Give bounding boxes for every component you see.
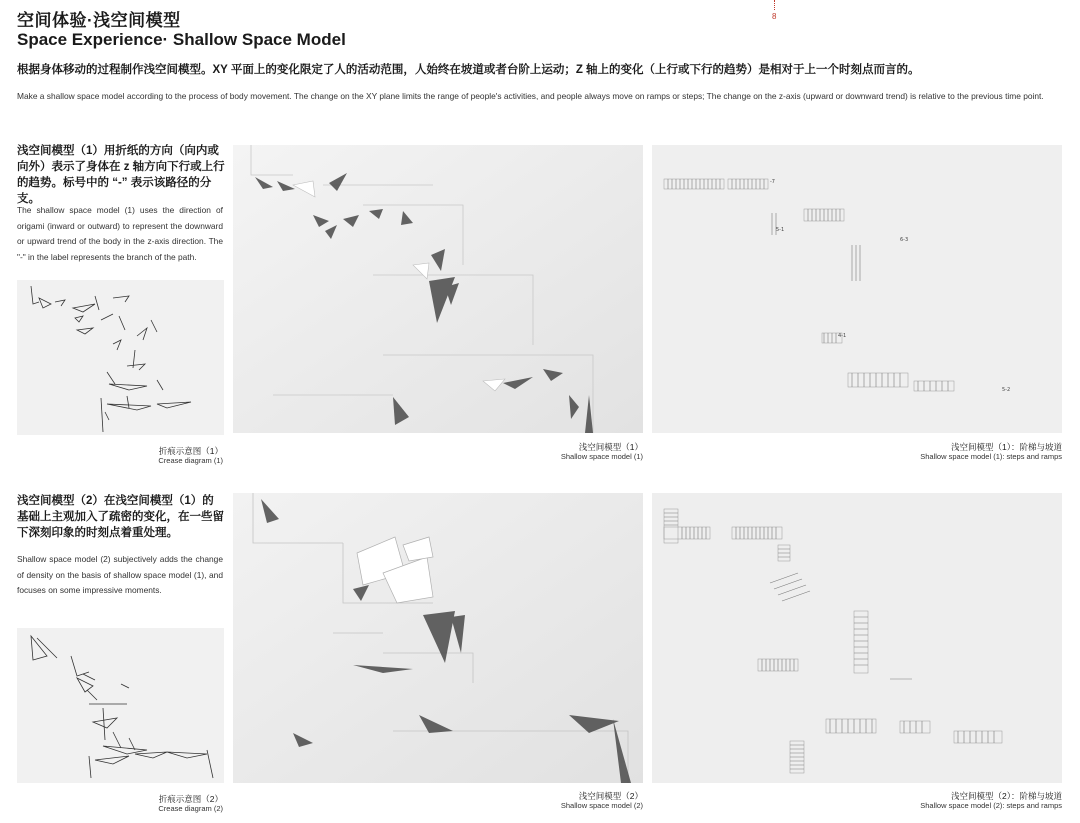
page-number: 8 bbox=[772, 12, 777, 21]
steps-caption-1-en: Shallow space model (1): steps and ramps bbox=[920, 452, 1062, 462]
crease-caption-2 bbox=[80, 794, 223, 813]
crease-diagram-1 bbox=[17, 280, 224, 435]
section2-description-en: Shallow space model (2) subjectively adds the change of density on the basis of shallow space model (1), and focuses on some impressive moments. bbox=[17, 554, 223, 596]
label-5-2: 5-2 bbox=[1002, 387, 1011, 393]
shallow-model-1-photo bbox=[233, 145, 643, 433]
section2-description-zh: 浅空间模型（2）在浅空间模型（1）的基础上主观加入了疏密的变化，在一些留下深刻印象的时刻点着重处理。 bbox=[17, 495, 224, 540]
crease-caption-1 bbox=[80, 446, 223, 465]
steps-caption-2-zh: 浅空间模型（2）：阶梯与坡道 bbox=[951, 791, 1062, 801]
intro-text-en: Make a shallow space model according to the process of body movement. The change on the XY plane limits the range of people's activities, and people always move on ramps or steps; The change on the z-axis (upward or downward trend) is relative to the previous time point. bbox=[17, 91, 1044, 101]
model-caption-1-en: Shallow space model (1) bbox=[560, 452, 643, 462]
shallow-model-2-photo bbox=[233, 493, 643, 783]
page-marker-line bbox=[774, 0, 776, 10]
label-4-1: 4-1 bbox=[838, 333, 847, 339]
steps-ramps-2-photo bbox=[652, 493, 1062, 783]
section1-description-en: The shallow space model (1) uses the direction of origami (inward or outward) to represent the downward or upward trend of the body in the z-axis direction. The "-" in the label represents the branch of the path. bbox=[17, 205, 223, 262]
crease-caption-2-en: Crease diagram (2) bbox=[158, 804, 223, 814]
section1-description-zh: 浅空间模型（1）用折纸的方向（向内或向外）表示了身体在 z 轴方向下行或上行的趋势。标号中的 “-” 表示该路径的分支。 bbox=[17, 145, 225, 206]
crease-caption-2-zh: 折痕示意图（2） bbox=[158, 794, 223, 804]
label-minus-7: -7 bbox=[770, 179, 775, 185]
label-6-3: 6-3 bbox=[900, 237, 909, 243]
steps-ramps-1-photo bbox=[652, 145, 1062, 433]
steps-caption-1 bbox=[842, 442, 1062, 461]
model-caption-1 bbox=[443, 442, 643, 461]
steps-caption-2 bbox=[842, 791, 1062, 810]
steps-caption-1-zh: 浅空间模型（1）：阶梯与坡道 bbox=[951, 442, 1062, 452]
page-title-en: Space Experience· Shallow Space Model bbox=[17, 30, 346, 49]
label-5-1: 5-1 bbox=[776, 227, 785, 233]
model-caption-2-zh: 浅空间模型（2） bbox=[578, 791, 643, 801]
intro-text-zh: 根据身体移动的过程制作浅空间模型。XY 平面上的变化限定了人的活动范围，人始终在坡道或者台阶上运动；Z 轴上的变化（上行或下行的趋势）是相对于上一个时刻点而言的。 bbox=[17, 64, 920, 76]
model-caption-2-en: Shallow space model (2) bbox=[560, 801, 643, 811]
steps-caption-2-en: Shallow space model (2): steps and ramps bbox=[920, 801, 1062, 811]
model-caption-2 bbox=[443, 791, 643, 810]
model-caption-1-zh: 浅空间模型（1） bbox=[578, 442, 643, 452]
crease-diagram-2 bbox=[17, 628, 224, 783]
crease-caption-1-en: Crease diagram (1) bbox=[158, 456, 223, 466]
crease-caption-1-zh: 折痕示意图（1） bbox=[158, 446, 223, 456]
page-title-zh: 空间体验·浅空间模型 bbox=[17, 11, 181, 30]
